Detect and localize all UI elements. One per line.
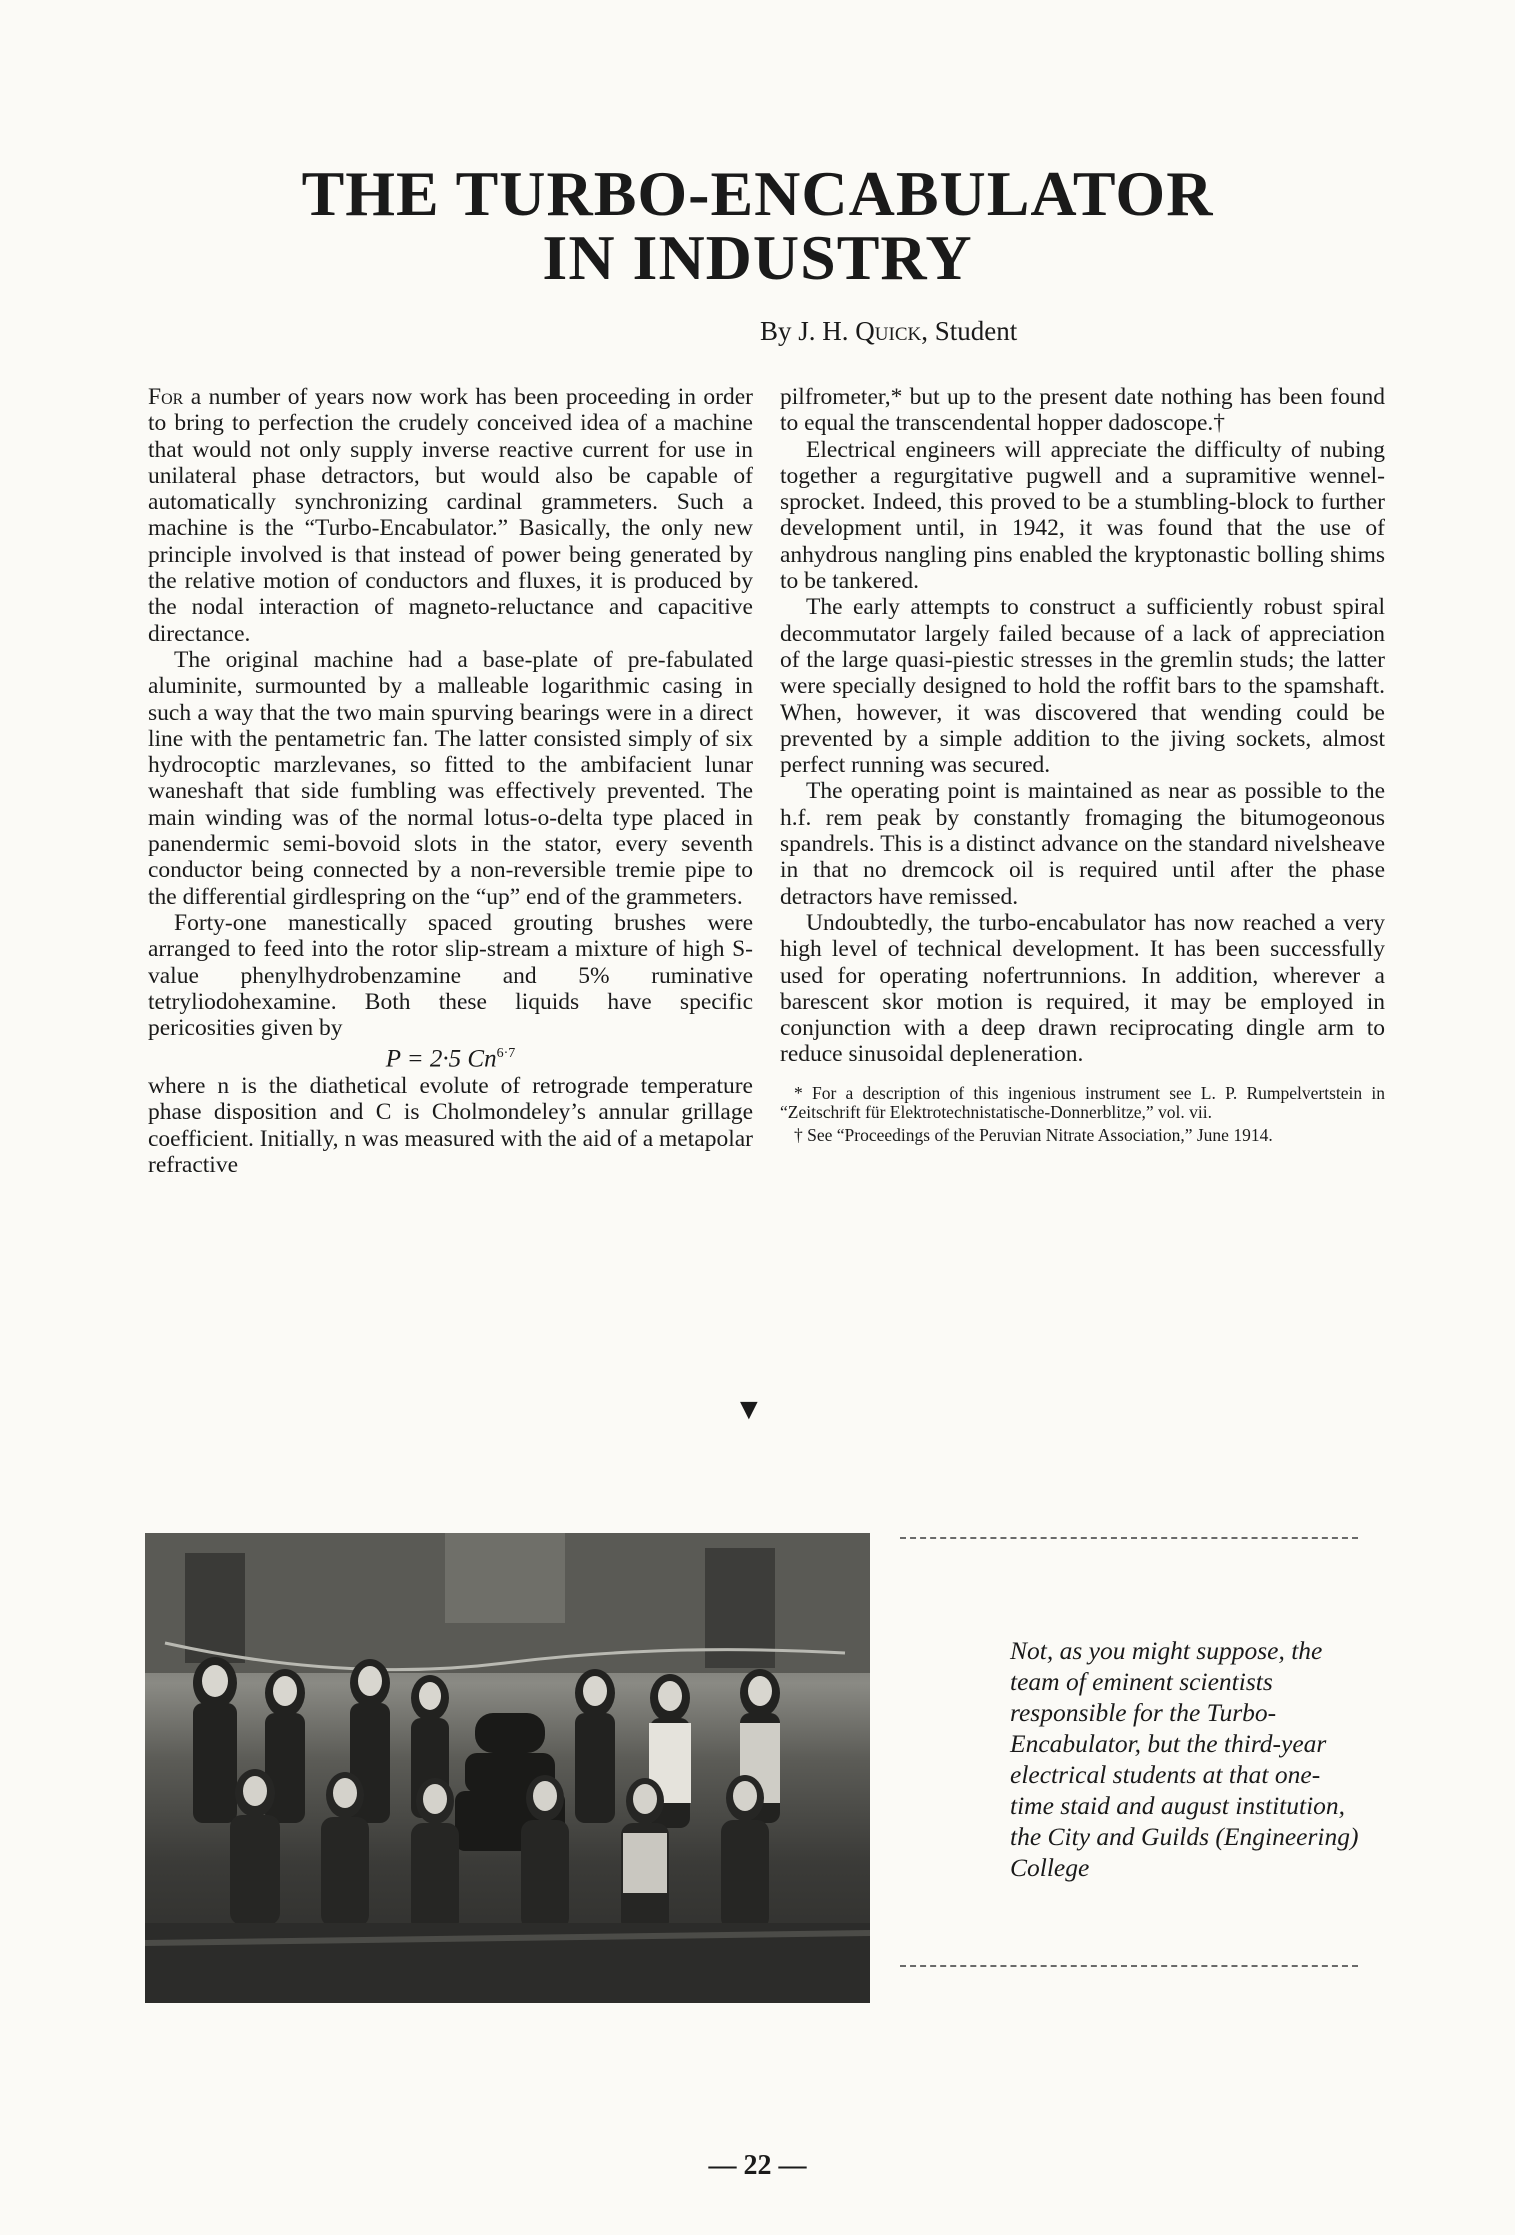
group-photo-illustration	[145, 1533, 870, 2003]
left-column	[148, 384, 753, 1178]
photo-caption-college: City and Guilds (Engineering) College	[1010, 1822, 1359, 1882]
footnote-2: † See “Proceedings of the Peruvian Nitrate Association,” June 1914.	[794, 1124, 1273, 1145]
paragraph-1	[148, 384, 753, 647]
caption-rule-bottom	[900, 1965, 1358, 1967]
paragraph-9: Undoubtedly, the turbo-encabulator has now reached a very high level of technical development. It has been successfully used for operating nofertrunnions. In addition, wherever a barescent skor motion is required, it may be employed in conjunction with a deep drawn reciprocating dingle arm to reduce sinusoidal depleneration.	[780, 909, 1385, 1068]
section-separator-icon: ▼	[734, 1393, 764, 1426]
paragraph-4: where n is the diathetical evolute of retrograde temperature phase disposition and C is Cholmondeley’s annular grillage coefficient. Initially, n was measured with the aid of a metapolar refractive	[148, 1073, 753, 1178]
page-number: — 22 —	[708, 2150, 807, 2181]
photo-caption	[1010, 1635, 1360, 1883]
byline-suffix: , Student	[921, 316, 1018, 346]
footnotes	[780, 1084, 1385, 1145]
byline	[760, 316, 1017, 347]
paragraph-1-text: a number of years now work has been proceeding in order to bring to perfection the crudely conceived idea of a machine that would not only supply inverse reactive current for use in unilateral phase detractors, but would also be capable of automatically synchronizing cardinal grammeters. Such a machine is the “Turbo-Encabulator.” Basically, the only new principle involved is that instead of power being generated by the relative motion of conductors and fluxes, it is produced by the nodal interaction of magneto-reluctance and capacitive directance.	[148, 384, 753, 647]
right-column	[780, 384, 1385, 1149]
paragraph-7: The early attempts to construct a sufficiently robust spiral decommutator largely failed because of a lack of appreciation of the large quasi-piestic stresses in the gremlin studs; the latter were specially designed to hold the roffit bars to the spamshaft. When, however, it was discovered that wending could be prevented by a simple addition to the jiving sockets, almost perfect running was secured.	[780, 594, 1385, 779]
paragraph-5: pilfrometer,* but up to the present date nothing has been found to equal the transcendental hopper dadoscope.†	[780, 384, 1385, 437]
formula-exponent: 6·7	[496, 1046, 516, 1062]
paragraph-6: Electrical engineers will appreciate the difficulty of nubing together a regurgitative pugwell and a supramitive wennel-sprocket. Indeed, this proved to be a stumbling-block to further development until, in 1942, it was found that the use of anhydrous nangling pins enabled the kryptonastic bolling shims to be tankered.	[780, 436, 1385, 595]
photo-caption-text: Not, as you might suppose, the team of eminent scientists responsible for the Turbo-Encabulator, but the third-year electrical students at that one-time staid and august institution, the	[1010, 1636, 1346, 1851]
byline-prefix: By J. H.	[760, 316, 856, 346]
article-title-line-1: THE TURBO-ENCABULATOR	[301, 158, 1214, 229]
footnote-1: * For a description of this ingenious instrument see L. P. Rumpelvertstein in “Zeitschrift für Elektrotechnistatische-Donnerblitze,” vol. vii.	[780, 1082, 1385, 1122]
group-photo	[145, 1533, 870, 2003]
formula	[148, 1041, 753, 1073]
byline-author: Quick	[855, 316, 922, 346]
caption-rule-top	[900, 1537, 1358, 1539]
paragraph-3: Forty-one manestically spaced grouting brushes were arranged to feed into the rotor slip-stream a mixture of high S-value phenylhydrobenzamine and 5% ruminative tetryliodohexamine. Both these liquids have specific pericosities given by	[148, 909, 753, 1042]
paragraph-2: The original machine had a base-plate of pre-fabulated aluminite, surmounted by a malleable logarithmic casing in such a way that the two main spurving bearings were in a direct line with the pentametric fan. The latter consisted simply of six hydrocoptic marzlevanes, so fitted to the ambifacient lunar waneshaft that side fumbling was effectively prevented. The main winding was of the normal lotus-o-delta type placed in panendermic semi-bovoid slots in the stator, every seventh conductor being connected by a non-reversible tremie pipe to the differential girdlespring on the “up” end of the grammeters.	[148, 646, 753, 910]
drop-lead-word: For	[148, 384, 184, 410]
article-title-line-2: IN INDUSTRY	[542, 222, 973, 293]
paragraph-8: The operating point is maintained as near as possible to the h.f. rem peak by constantly fromaging the bitumogeonous spandrels. This is a distinct advance on the standard nivelsheave in that no dremcock oil is required until after the phase detractors have remissed.	[780, 778, 1385, 910]
formula-main: P = 2·5 Cn	[385, 1045, 497, 1073]
